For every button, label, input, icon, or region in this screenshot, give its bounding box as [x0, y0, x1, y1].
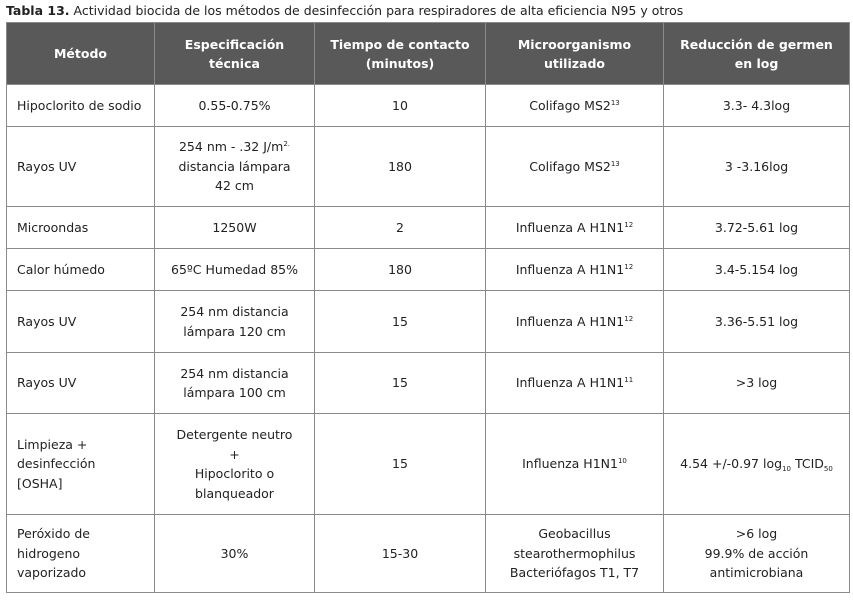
cell-metodo	[7, 515, 155, 593]
cell-text: Colifago MS2	[529, 97, 611, 113]
cell-tiempo	[315, 207, 486, 249]
cell-line: 3.3- 4.3log	[722, 97, 791, 113]
table-row	[7, 353, 850, 414]
cell-line: hidrogeno vaporizado	[17, 545, 87, 581]
header-line: Tiempo de contacto	[330, 36, 470, 52]
subscript: 10	[782, 465, 791, 474]
cell-microorganismo	[486, 249, 664, 291]
cell-line	[670, 454, 843, 474]
header-metodo	[7, 23, 155, 85]
superscript: 13	[610, 159, 620, 168]
cell-line: Limpieza +	[17, 436, 88, 452]
cell-line: 65ºC Humedad 85%	[171, 261, 298, 277]
header-line: Reducción de germen	[680, 36, 833, 52]
caption-label: Tabla 13.	[6, 3, 70, 18]
header-line: Microorganismo	[517, 36, 632, 52]
cell-line: 30%	[220, 545, 249, 561]
cell-text: Influenza A H1N1	[515, 219, 625, 235]
cell-reduccion	[664, 414, 850, 515]
superscript: 12	[624, 220, 634, 229]
cell-metodo	[7, 353, 155, 414]
subscript: 50	[823, 465, 833, 474]
cell-text: Influenza A H1N1	[515, 313, 625, 329]
cell-metodo	[7, 414, 155, 515]
cell-line: 254 nm distancia	[180, 304, 289, 319]
cell-line: Calor húmedo	[17, 261, 105, 277]
cell-line: 180	[388, 261, 412, 277]
cell-line: distancia lámpara	[178, 158, 291, 174]
cell-tiempo	[315, 414, 486, 515]
cell-reduccion	[664, 353, 850, 414]
cell-metodo	[7, 127, 155, 207]
cell-line: 3 -3.16log	[724, 158, 789, 174]
cell-tiempo	[315, 127, 486, 207]
cell-reduccion	[664, 249, 850, 291]
cell-line: desinfección	[17, 456, 96, 472]
caption-text: Actividad biocida de los métodos de desinfección para respiradores de alta eficiencia N95 y otros	[69, 3, 684, 18]
cell-reduccion	[664, 207, 850, 249]
superscript: 12	[624, 314, 634, 323]
cell-line	[492, 454, 657, 474]
header-line: utilizado	[544, 55, 605, 71]
cell-line: 254 nm distancia	[180, 365, 289, 381]
cell-text: Colifago MS2	[529, 158, 611, 174]
cell-text: 4.54 +/-0.97 log	[680, 456, 783, 472]
header-row	[7, 23, 850, 85]
cell-microorganismo	[486, 85, 664, 127]
cell-line: Rayos UV	[17, 158, 77, 174]
cell-line	[492, 218, 657, 238]
table-row	[7, 207, 850, 249]
cell-reduccion	[664, 515, 850, 593]
header-line: en log	[734, 55, 779, 71]
cell-metodo	[7, 85, 155, 127]
cell-line: 3.4-5.154 log	[714, 261, 799, 277]
cell-microorganismo	[486, 127, 664, 207]
cell-line	[161, 137, 308, 157]
cell-tiempo	[315, 85, 486, 127]
cell-line: stearothermophilus	[513, 545, 636, 561]
cell-line	[492, 157, 657, 177]
superscript: 2.	[283, 140, 290, 149]
cell-metodo	[7, 249, 155, 291]
cell-especificacion	[155, 515, 315, 593]
header-line: (minutos)	[365, 55, 435, 71]
table-caption	[6, 3, 683, 19]
table-row	[7, 249, 850, 291]
cell-microorganismo	[486, 515, 664, 593]
cell-line: 15	[392, 375, 408, 391]
table-row	[7, 515, 850, 593]
disinfection-table	[6, 22, 850, 593]
cell-text: TCID	[790, 456, 824, 472]
cell-reduccion	[664, 127, 850, 207]
cell-line: 15	[392, 313, 408, 329]
cell-line: Rayos UV	[17, 375, 77, 391]
cell-line: 10	[392, 97, 408, 113]
cell-line: 2	[396, 219, 404, 235]
cell-especificacion	[155, 85, 315, 127]
cell-especificacion	[155, 353, 315, 414]
cell-microorganismo	[486, 414, 664, 515]
cell-line: 1250W	[212, 219, 257, 235]
cell-line: 180	[388, 158, 412, 174]
cell-line: blanqueador	[195, 485, 274, 501]
cell-line: Rayos UV	[17, 313, 77, 329]
cell-line	[492, 312, 657, 332]
cell-especificacion	[155, 127, 315, 207]
cell-line: Detergente neutro	[176, 427, 293, 442]
cell-line	[492, 260, 657, 280]
table-row	[7, 291, 850, 353]
cell-line: lámpara 100 cm	[183, 385, 286, 400]
cell-line: antimicrobiana	[709, 565, 804, 581]
cell-line: 15	[392, 456, 408, 472]
table-row	[7, 127, 850, 207]
cell-line: >6 log	[735, 526, 778, 542]
superscript: 12	[624, 262, 634, 271]
cell-line: Hipoclorito de sodio	[17, 97, 142, 113]
cell-especificacion	[155, 249, 315, 291]
cell-line: Microondas	[17, 219, 89, 235]
cell-tiempo	[315, 353, 486, 414]
header-tiempo	[315, 23, 486, 85]
table-body	[7, 85, 850, 593]
cell-reduccion	[664, 85, 850, 127]
cell-line: [OSHA]	[17, 475, 63, 491]
cell-line: Geobacillus	[538, 526, 611, 542]
superscript: 11	[624, 376, 634, 385]
cell-line: Peróxido de	[17, 526, 90, 542]
cell-line: Hipoclorito o	[194, 466, 275, 481]
cell-line: lámpara 120 cm	[183, 323, 286, 339]
header-line: Método	[53, 46, 107, 61]
cell-line: +	[229, 446, 240, 462]
superscript: 13	[610, 98, 620, 107]
cell-text: Influenza H1N1	[522, 456, 618, 472]
cell-line: 3.72-5.61 log	[714, 219, 799, 235]
cell-tiempo	[315, 515, 486, 593]
cell-metodo	[7, 291, 155, 353]
cell-microorganismo	[486, 291, 664, 353]
cell-text: Influenza A H1N1	[515, 261, 625, 277]
header-especificacion	[155, 23, 315, 85]
cell-microorganismo	[486, 207, 664, 249]
header-reduccion	[664, 23, 850, 85]
cell-line	[492, 96, 657, 116]
cell-especificacion	[155, 207, 315, 249]
cell-line	[492, 373, 657, 393]
header-microorganismo	[486, 23, 664, 85]
cell-line: 42 cm	[215, 178, 254, 194]
header-line: Especificación técnica	[184, 36, 285, 71]
cell-line: 15-30	[381, 545, 419, 561]
cell-metodo	[7, 207, 155, 249]
cell-line: 3.36-5.51 log	[714, 313, 799, 329]
table-row	[7, 85, 850, 127]
cell-reduccion	[664, 291, 850, 353]
cell-line: 99.9% de acción	[704, 545, 809, 561]
cell-line: 0.55-0.75%	[198, 97, 271, 113]
cell-especificacion	[155, 414, 315, 515]
cell-line: >3 log	[735, 375, 778, 391]
cell-text: Influenza A H1N1	[515, 375, 625, 391]
cell-text: 254 nm - .32 J/m	[178, 139, 284, 155]
superscript: 10	[617, 457, 627, 466]
cell-tiempo	[315, 249, 486, 291]
cell-microorganismo	[486, 353, 664, 414]
cell-tiempo	[315, 291, 486, 353]
cell-especificacion	[155, 291, 315, 353]
table-row	[7, 414, 850, 515]
cell-line: Bacteriófagos T1, T7	[509, 565, 640, 581]
